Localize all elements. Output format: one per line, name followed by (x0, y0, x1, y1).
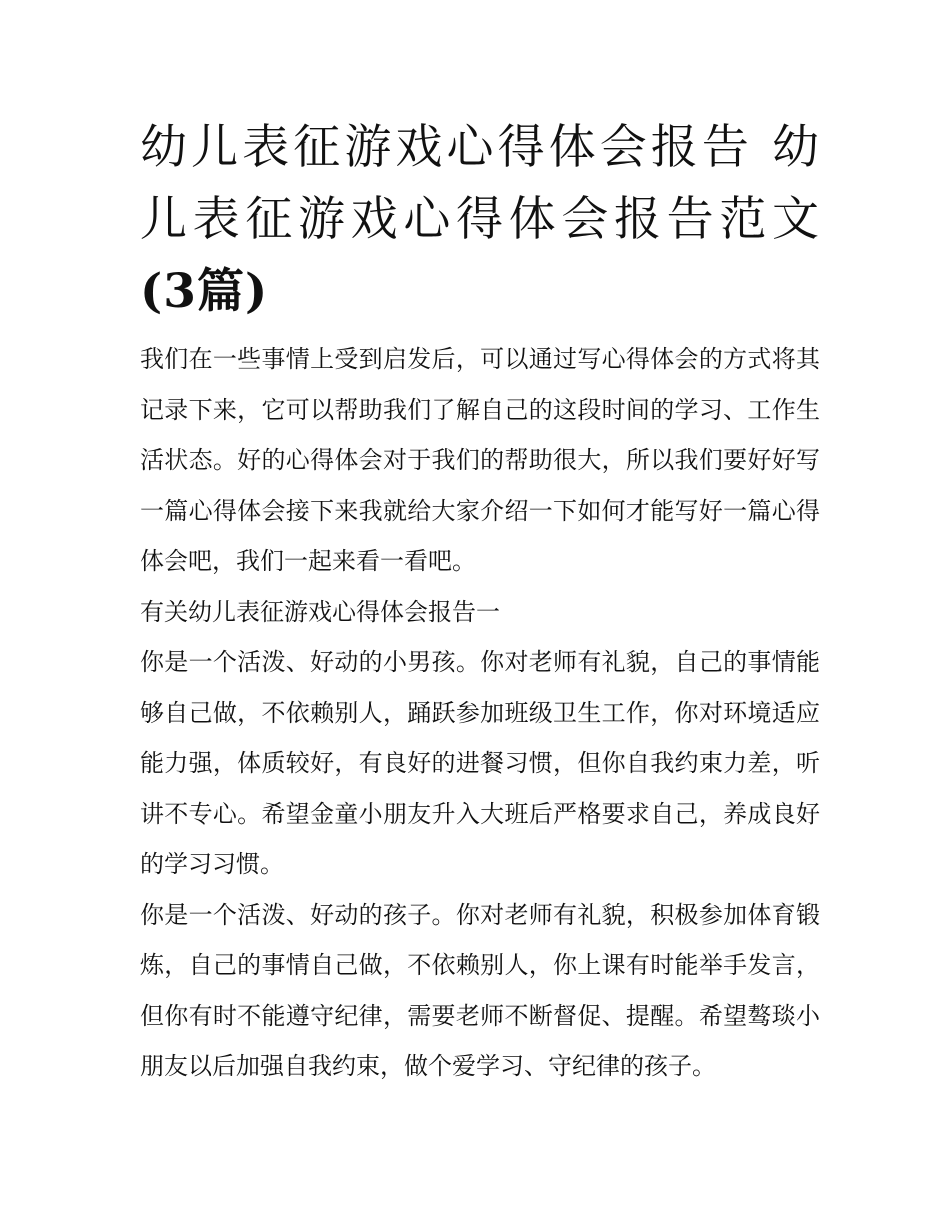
title-suffix: (3篇) (140, 264, 269, 319)
document-title (140, 112, 820, 328)
section-heading: 有关幼儿表征游戏心得体会报告一 (140, 597, 500, 626)
document-body (140, 334, 820, 1092)
title-main: 幼儿表征游戏心得体会报告 幼儿表征游戏心得体会报告范文 (140, 120, 820, 247)
document-page (140, 112, 820, 1092)
intro-paragraph: 我们在一些事情上受到启发后，可以通过写心得体会的方式将其记录下来，它可以帮助我们了解自己的这段时间的学习、工作生活状态。好的心得体会对于我们的帮助很大，所以我们要好好写一篇心得体会接下来我就给大家介绍一下如何才能写好一篇心得体会吧，我们一起来看一看吧。 (140, 345, 820, 575)
body-paragraph-2: 你是一个活泼、好动的孩子。你对老师有礼貌，积极参加体育锻炼，自己的事情自己做，不依赖别人，你上课有时能举手发言，但你有时不能遵守纪律，需要老师不断督促、提醒。希望骜琰小朋友以后加强自我约束，做个爱学习、守纪律的孩子。 (140, 900, 820, 1080)
body-paragraph-1: 你是一个活泼、好动的小男孩。你对老师有礼貌，自己的事情能够自己做，不依赖别人，踊跃参加班级卫生工作，你对环境适应能力强，体质较好，有良好的进餐习惯，但你自我约束力差，听讲不专心。希望金童小朋友升入大班后严格要求自己，养成良好的学习习惯。 (140, 648, 820, 878)
